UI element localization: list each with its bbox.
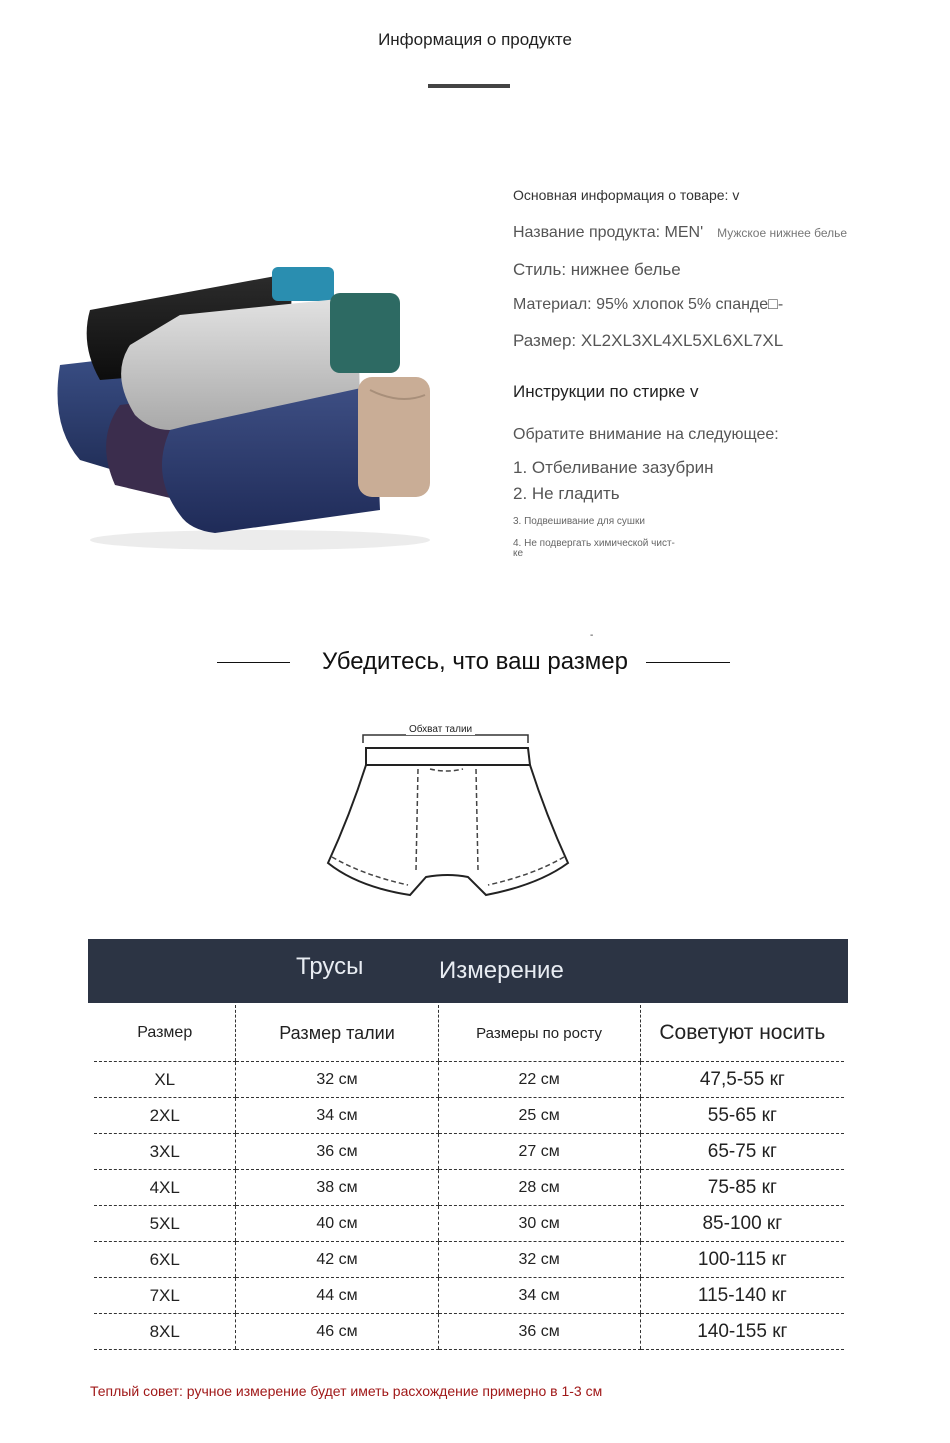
cell-size: 8XL (94, 1314, 236, 1350)
product-photo (40, 255, 440, 555)
cell-weight: 47,5-55 кг (640, 1062, 844, 1098)
cell-waist: 36 см (236, 1134, 438, 1170)
cell-weight: 75-85 кг (640, 1170, 844, 1206)
cell-weight: 55-65 кг (640, 1098, 844, 1134)
heading-rule-right (646, 662, 730, 663)
cell-weight: 115-140 кг (640, 1278, 844, 1314)
measurement-tip: Теплый совет: ручное измерение будет иметь расхождение примерно в 1-3 см (90, 1383, 603, 1399)
cell-height: 34 см (438, 1278, 640, 1314)
style-text: Стиль: нижнее белье (513, 260, 681, 279)
cell-height: 22 см (438, 1062, 640, 1098)
cell-height: 30 см (438, 1206, 640, 1242)
product-name-note: Мужское нижнее белье (717, 226, 848, 240)
table-row (94, 1170, 844, 1206)
table-row (94, 1134, 844, 1170)
cell-height: 32 см (438, 1242, 640, 1278)
cell-waist: 42 см (236, 1242, 438, 1278)
boxer-outline-icon (318, 715, 578, 910)
basic-info-title: Основная информация о товаре: v (513, 187, 740, 203)
cell-waist: 44 см (236, 1278, 438, 1314)
cell-size: 3XL (94, 1134, 236, 1170)
title-underline (428, 84, 510, 88)
attention-text: Обратите внимание на следующее: (513, 426, 779, 443)
cell-size: 7XL (94, 1278, 236, 1314)
cell-waist: 40 см (236, 1206, 438, 1242)
wash-step-2: 2. Не гладить (513, 484, 620, 503)
section-title-product-info: Информация о продукте (378, 30, 572, 49)
cell-height: 25 см (438, 1098, 640, 1134)
heading-mark: - (590, 630, 594, 641)
cell-waist: 34 см (236, 1098, 438, 1134)
wash-step-4: 4. Не подвергать химической чист- (513, 538, 675, 549)
wash-step-3: 3. Подвешивание для сушки (513, 516, 645, 527)
cell-waist: 38 см (236, 1170, 438, 1206)
table-row (94, 1206, 844, 1242)
measurement-diagram (318, 715, 578, 910)
cell-waist: 46 см (236, 1314, 438, 1350)
wash-step-1: 1. Отбеливание зазубрин (513, 458, 714, 477)
cell-height: 36 см (438, 1314, 640, 1350)
size-table (94, 1005, 844, 1350)
header-height: Размеры по росту (438, 1005, 640, 1062)
cell-waist: 32 см (236, 1062, 438, 1098)
header-waist: Размер талии (236, 1005, 438, 1062)
cell-size: 4XL (94, 1170, 236, 1206)
table-row (94, 1242, 844, 1278)
size-heading: Убедитесь, что ваш размер (322, 648, 628, 675)
cell-height: 27 см (438, 1134, 640, 1170)
cell-size: 6XL (94, 1242, 236, 1278)
banner-right-label: Измерение (439, 957, 564, 984)
table-row (94, 1278, 844, 1314)
size-text: Размер: XL2XL3XL4XL5XL6XL7XL (513, 331, 784, 350)
product-name: Название продукта: MEN' (513, 224, 704, 241)
table-header-row (94, 1005, 844, 1062)
table-row (94, 1314, 844, 1350)
wash-step-4-cont: ке (513, 548, 524, 559)
cell-height: 28 см (438, 1170, 640, 1206)
product-name-row (513, 224, 847, 242)
cell-weight: 100-115 кг (640, 1242, 844, 1278)
cell-weight: 85-100 кг (640, 1206, 844, 1242)
material-text: Материал: 95% хлопок 5% спанде□- (513, 296, 784, 313)
cell-weight: 140-155 кг (640, 1314, 844, 1350)
cell-size: 2XL (94, 1098, 236, 1134)
table-row (94, 1098, 844, 1134)
header-recommended: Советуют носить (640, 1005, 844, 1062)
cell-weight: 65-75 кг (640, 1134, 844, 1170)
header-size: Размер (94, 1005, 236, 1062)
cell-size: XL (94, 1062, 236, 1098)
waist-label: Обхват талии (406, 724, 475, 735)
wash-instructions-title: Инструкции по стирке v (513, 382, 699, 401)
banner-left-label: Трусы (296, 953, 364, 980)
cell-size: 5XL (94, 1206, 236, 1242)
table-banner (88, 939, 848, 1003)
table-row (94, 1062, 844, 1098)
